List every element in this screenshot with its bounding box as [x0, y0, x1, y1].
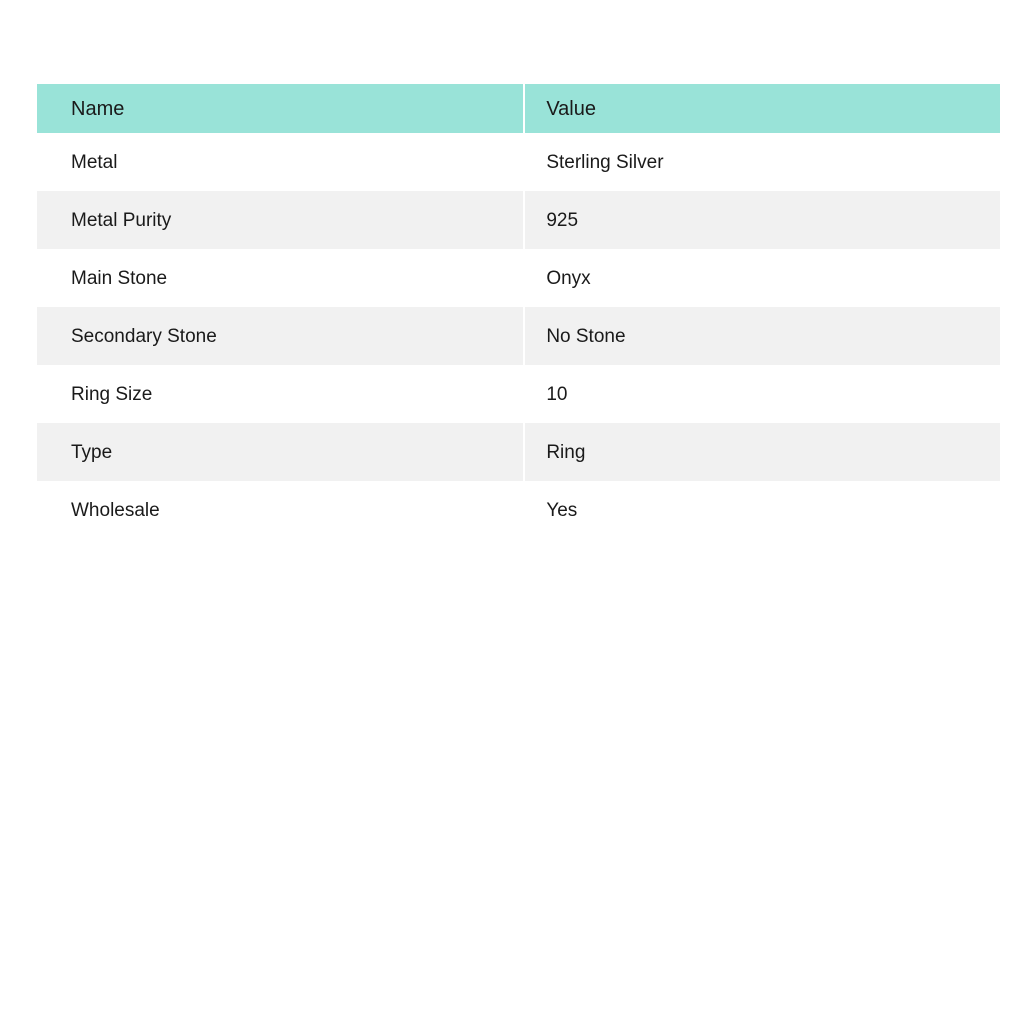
table-header-row [37, 84, 1000, 133]
attributes-table [37, 84, 1000, 539]
attribute-name: Ring Size [37, 365, 523, 423]
column-header-name: Name [37, 84, 523, 133]
table-row [37, 481, 1000, 539]
attribute-value: 10 [523, 365, 1000, 423]
column-header-value: Value [523, 84, 1000, 133]
table-row [37, 365, 1000, 423]
table-row [37, 249, 1000, 307]
table-row [37, 191, 1000, 249]
table-row [37, 423, 1000, 481]
attribute-value: Onyx [523, 249, 1000, 307]
attribute-value: 925 [523, 191, 1000, 249]
attribute-name: Main Stone [37, 249, 523, 307]
attribute-value: Ring [523, 423, 1000, 481]
attribute-name: Secondary Stone [37, 307, 523, 365]
table-row [37, 133, 1000, 191]
attribute-name: Wholesale [37, 481, 523, 539]
attribute-value: No Stone [523, 307, 1000, 365]
attribute-value: Yes [523, 481, 1000, 539]
table-row [37, 307, 1000, 365]
attribute-name: Metal Purity [37, 191, 523, 249]
attribute-value: Sterling Silver [523, 133, 1000, 191]
attribute-name: Metal [37, 133, 523, 191]
attribute-name: Type [37, 423, 523, 481]
